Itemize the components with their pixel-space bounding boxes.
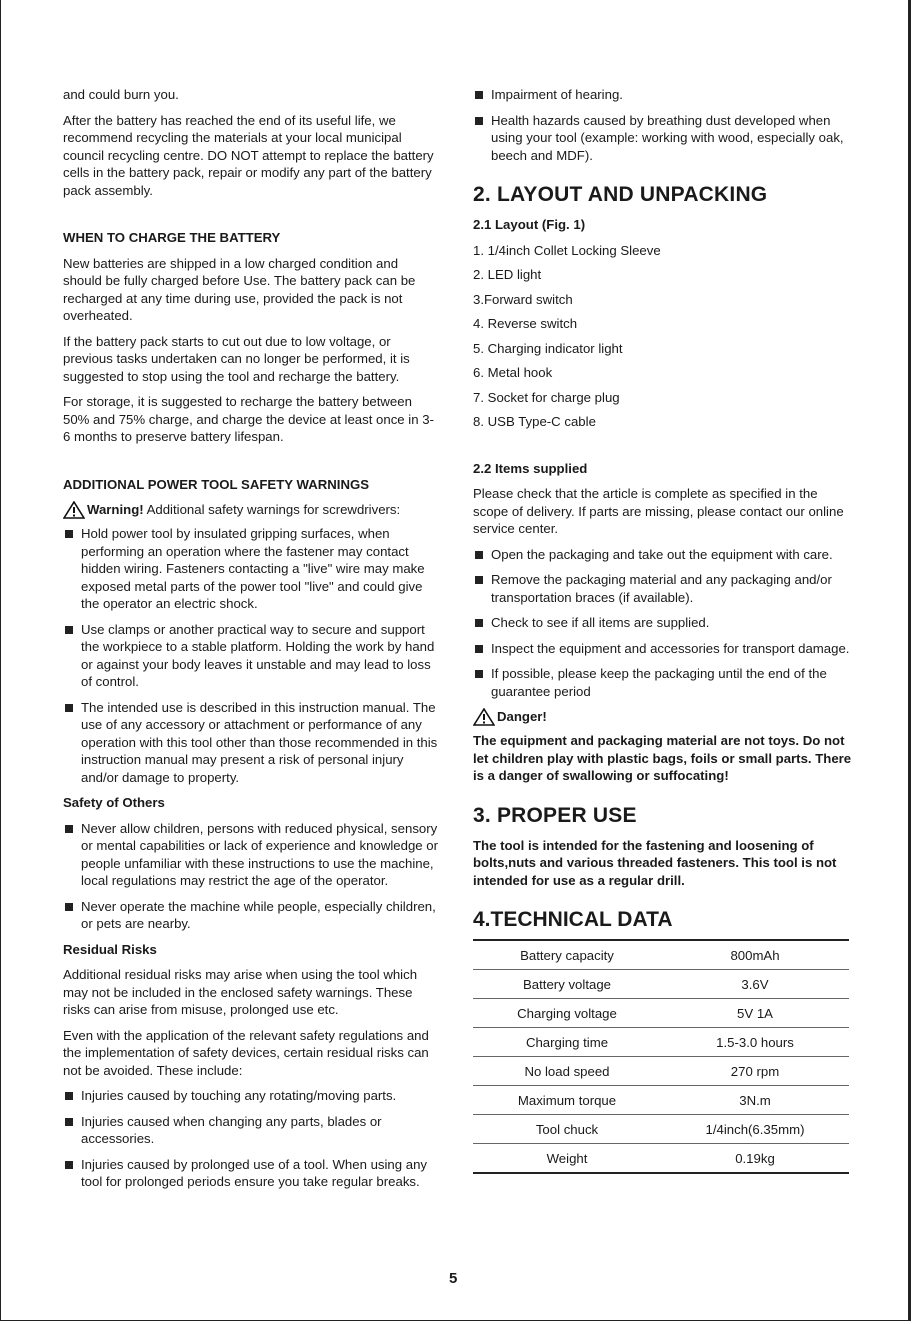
table-row [473,1086,849,1115]
spec-value-cell: 3N.m [661,1086,849,1115]
list-item: Check to see if all items are supplied. [473,614,853,632]
list-item: If possible, please keep the packaging until the end of the guarantee period [473,665,853,700]
items-supplied-text: Please check that the article is complete as specified in the scope of delivery. If parts are missing, please contact our online service center. [473,486,844,536]
spec-name-cell: Battery voltage [473,970,661,999]
table-row [473,1115,849,1144]
list-item: Injuries caused by touching any rotating/moving parts. [63,1087,439,1105]
list-item: 1. 1/4inch Collet Locking Sleeve [473,242,661,258]
charge-text-2: If the battery pack starts to cut out due to low voltage, or previous tasks undertaken can no longer be performed, it is suggested to stop using the tool and recharge the battery. [63,333,410,384]
warning-triangle-icon [63,501,85,519]
list-item: Impairment of hearing. [473,86,853,104]
table-row [473,940,849,970]
list-item: Injuries caused by prolonged use of a tool. When using any tool for prolonged periods ensure you take regular breaks. [63,1156,439,1191]
list-item: 2. LED light [473,267,542,282]
residual-text-1: Additional residual risks may arise when using the tool which may not be included in the enclosed safety warnings. These risks can arise from misuse, prolonged use etc. [63,967,418,1017]
safety-of-others-list [63,820,439,933]
spec-value-cell: 3.6V [661,970,849,999]
list-item: Never operate the machine while people, especially children, or pets are nearby. [63,898,439,933]
table-row [473,1144,849,1174]
list-item: Hold power tool by insulated gripping surfaces, when performing an operation where the fastener may contact hidden wiring. Fasteners contacting a "live" wire may make exposed metal parts of the power tool "live" and could give the operator an electric shock. [63,525,439,613]
layout-unpacking-heading: 2. LAYOUT AND UNPACKING [473,183,768,206]
right-column [473,86,853,1174]
warning-line [63,501,439,519]
charge-text-1: New batteries are shipped in a low charged condition and should be fully charged before Use. The battery pack can be recharged at any time during use, provided the pack is not overheated. [63,255,416,323]
power-tool-warnings-heading: ADDITIONAL POWER TOOL SAFETY WARNINGS [63,476,370,492]
warning-label: Warning! [87,502,144,518]
danger-line [473,708,853,726]
spec-name-cell: Tool chuck [473,1115,661,1144]
safety-of-others-heading: Safety of Others [63,795,165,810]
spec-value-cell: 1.5-3.0 hours [661,1028,849,1057]
spec-name-cell: Maximum torque [473,1086,661,1115]
layout-subheading: 2.1 Layout (Fig. 1) [473,217,586,232]
list-item: 8. USB Type-C cable [473,414,596,429]
warning-text: Additional safety warnings for screwdrivers: [143,502,401,518]
list-item: 3.Forward switch [473,291,573,307]
table-row [473,999,849,1028]
spec-name-cell: No load speed [473,1057,661,1086]
spec-name-cell: Charging time [473,1028,661,1057]
spec-name-cell: Battery capacity [473,940,661,970]
technical-data-heading: 4.TECHNICAL DATA [473,908,673,931]
charge-text-3: For storage, it is suggested to recharge the battery between 50% and 75% charge, and charge the device at least once in 3-6 months to preserve battery lifespan. [63,394,434,444]
items-supplied-list [473,546,853,701]
list-item: Use clamps or another practical way to secure and support the workpiece to a stable platform. Holding the work by hand or against your body leaves it unstable and may lead to loss of control. [63,621,439,691]
residual-risks-list [63,1087,439,1191]
spec-name-cell: Charging voltage [473,999,661,1028]
spec-name-cell: Weight [473,1144,661,1174]
list-item: Injuries caused when changing any parts, blades or accessories. [63,1113,439,1148]
battery-burn-text: and could burn you. [63,87,179,102]
spec-value-cell: 270 rpm [661,1057,849,1086]
list-item: 6. Metal hook [473,365,553,380]
list-item: Never allow children, persons with reduced physical, sensory or mental capabilities or lack of experience and knowledge or people unfamiliar with these instructions to use the machine, local regulations may restrict the age of the operator. [63,820,439,890]
danger-text: The equipment and packaging material are not toys. Do not let children play with plastic bags, foils or small parts. There is a danger of swallowing or suffocating! [473,733,852,783]
page-number: 5 [449,1270,458,1287]
list-item: Remove the packaging material and any packaging and/or transportation braces (if available). [473,571,853,606]
list-item: Open the packaging and take out the equipment with care. [473,546,853,564]
charge-battery-heading: WHEN TO CHARGE THE BATTERY [63,230,281,245]
hazards-list [473,86,853,164]
proper-use-text: The tool is intended for the fastening and loosening of bolts,nuts and various threaded fasteners. This tool is not intended for use as a regular drill. [473,837,837,888]
list-item: 7. Socket for charge plug [473,389,620,405]
spec-value-cell: 800mAh [661,940,849,970]
battery-recycling-text: After the battery has reached the end of its useful life, we recommend recycling the materials at your local municipal council recycling centre. DO NOT attempt to replace the battery cells in the battery pack, repair or modify any part of the battery pack assembly. [63,112,434,198]
table-row [473,1028,849,1057]
proper-use-heading: 3. PROPER USE [473,803,637,827]
items-supplied-heading: 2.2 Items supplied [473,460,588,476]
residual-text-2: Even with the application of the relevant safety regulations and the implementation of safety devices, certain residual risks can not be avoided. These include: [63,1027,429,1078]
list-item: The intended use is described in this instruction manual. The use of any accessory or attachment or performance of any operation with this tool other than those recommended in this instruction manual may present a risk of personal injury and/or damage to property. [63,699,439,787]
list-item: Health hazards caused by breathing dust developed when using your tool (example: working with wood, especially oak, beech and MDF). [473,112,853,165]
list-item: Inspect the equipment and accessories for transport damage. [473,640,853,658]
warning-triangle-icon [473,708,495,726]
layout-parts-list [473,242,853,431]
left-column [63,86,439,1199]
spec-value-cell: 1/4inch(6.35mm) [661,1115,849,1144]
spec-value-cell: 0.19kg [661,1144,849,1174]
list-item: 4. Reverse switch [473,316,578,331]
residual-risks-heading: Residual Risks [63,941,157,957]
table-row [473,1057,849,1086]
power-tool-warnings-list [63,525,439,786]
list-item: 5. Charging indicator light [473,340,623,356]
table-row [473,970,849,999]
spec-value-cell: 5V 1A [661,999,849,1028]
technical-data-table [473,939,849,1174]
danger-label: Danger! [497,709,547,725]
